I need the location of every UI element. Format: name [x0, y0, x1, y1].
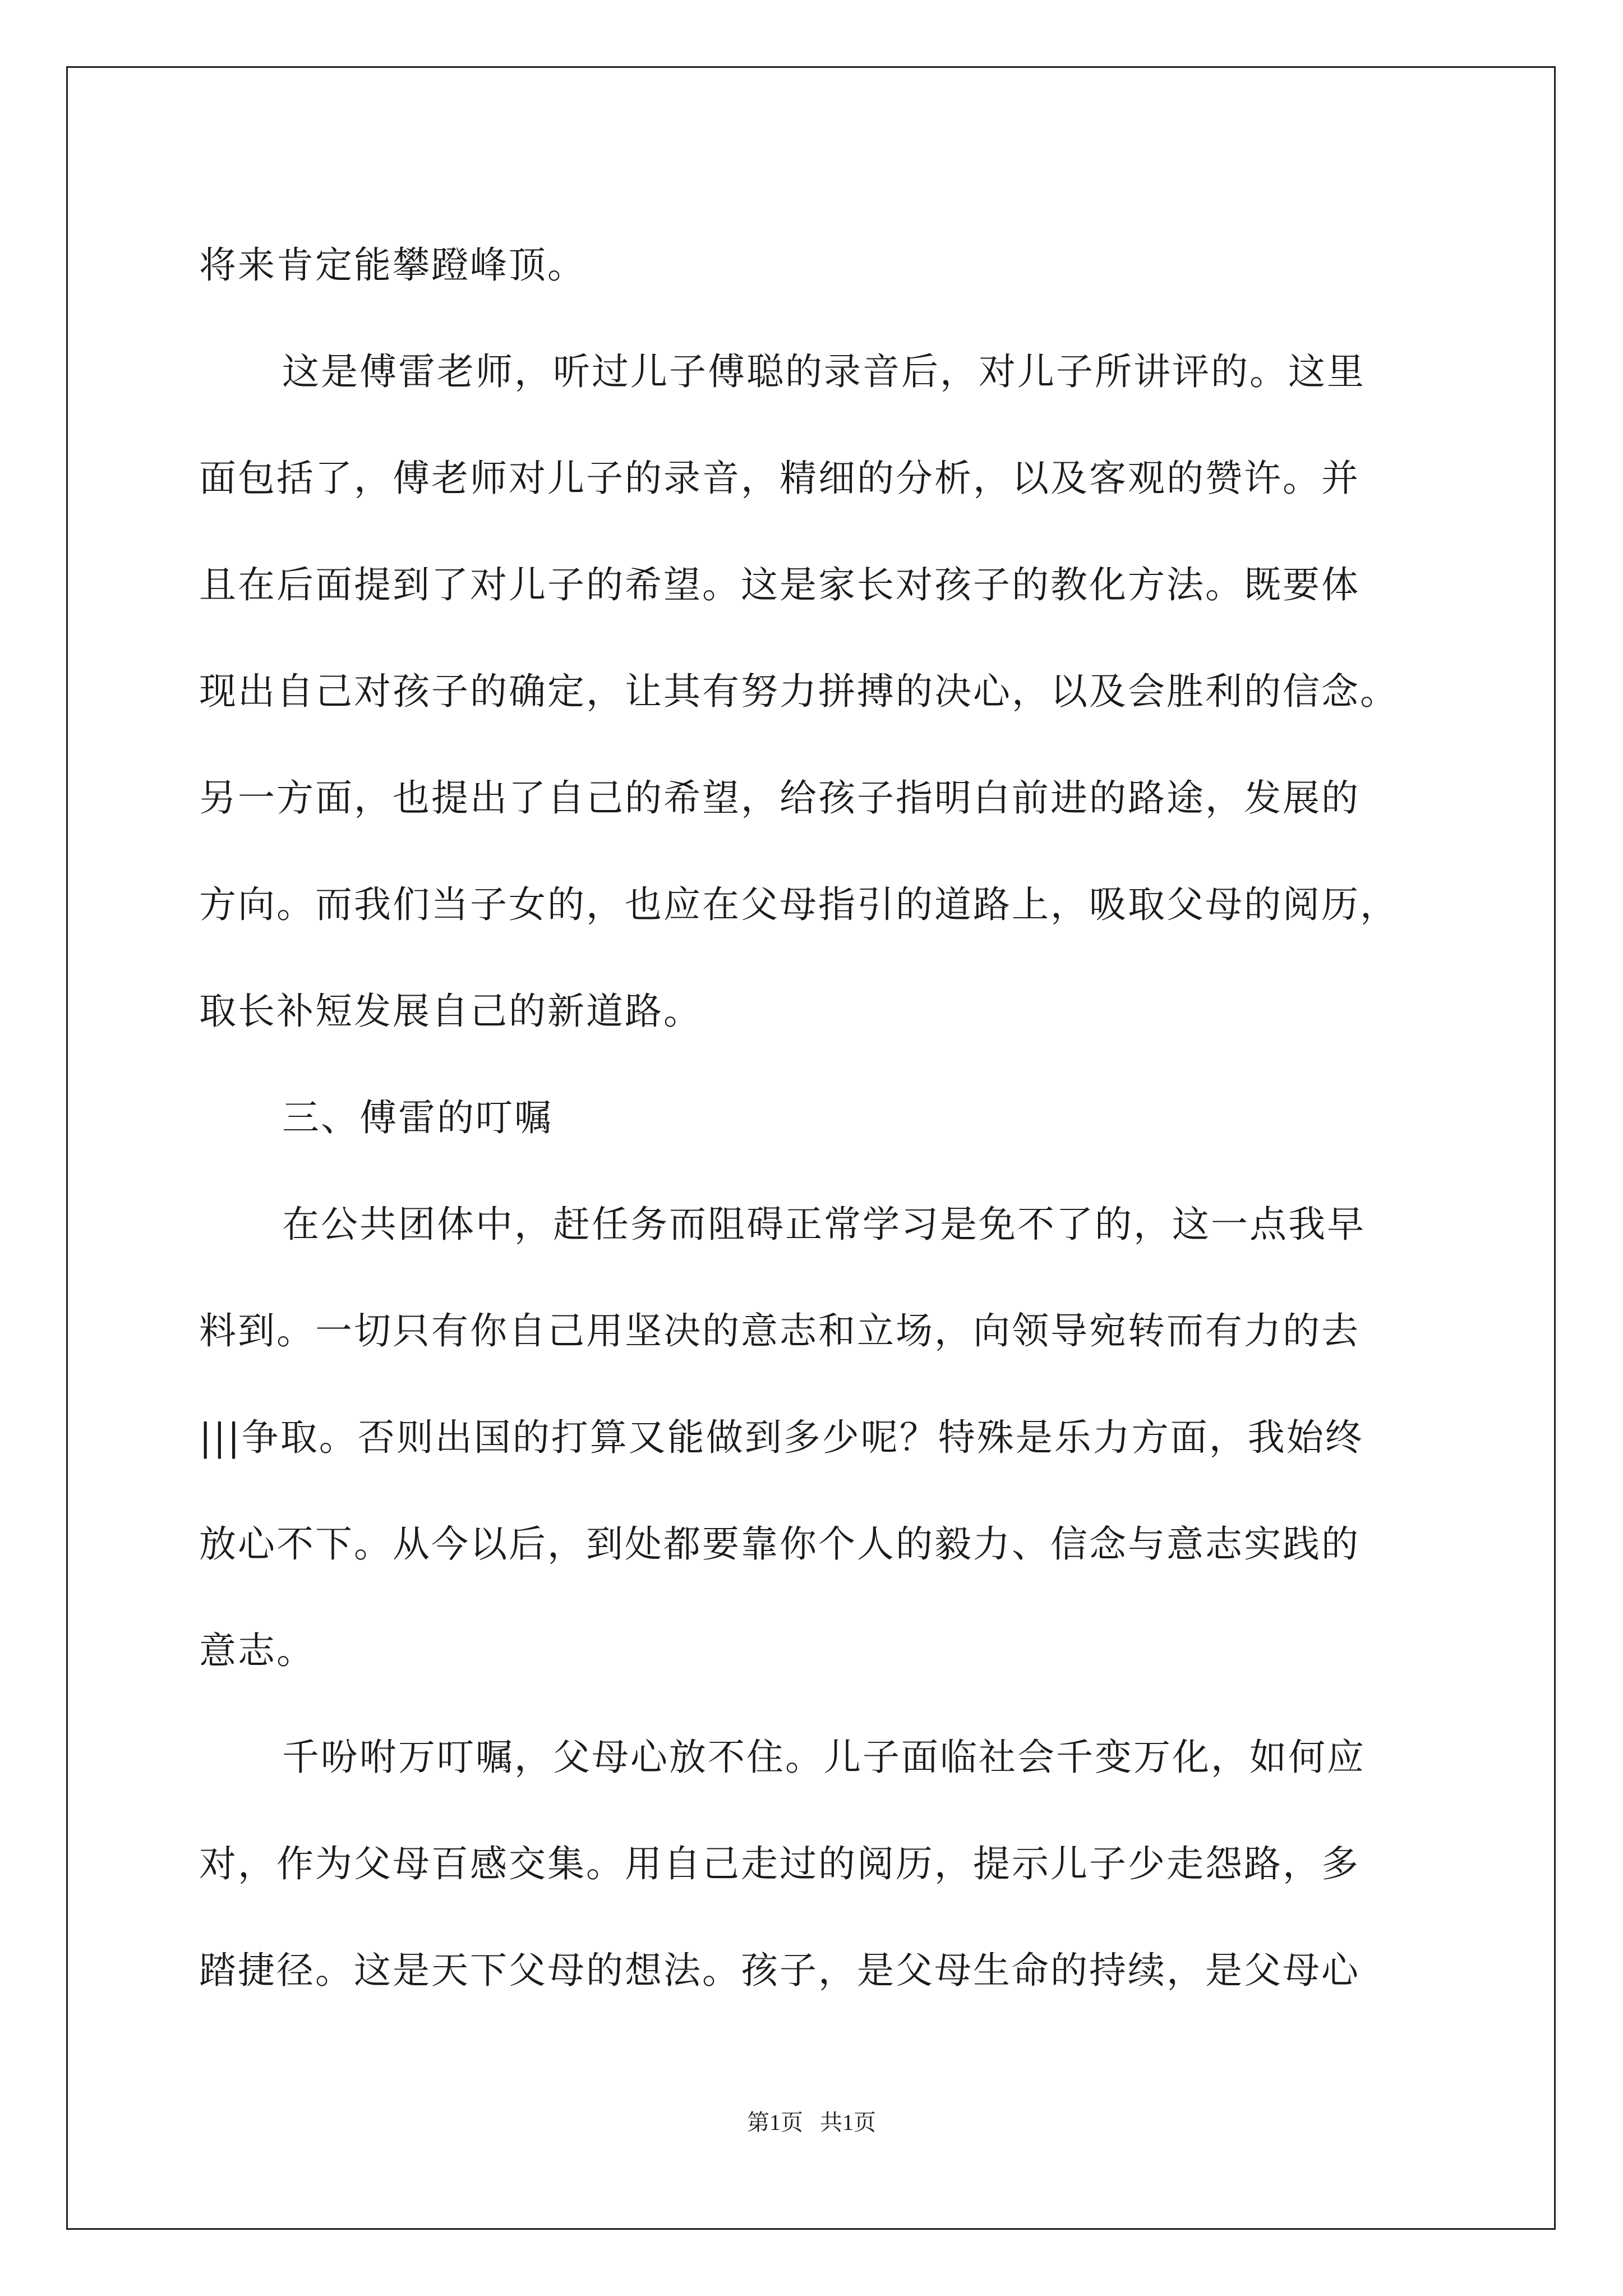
document-body	[199, 212, 1427, 2024]
page-number: 第1页	[747, 2110, 803, 2135]
text-line: 放心不下。从今以后，到处都要靠你个人的毅力、信念与意志实践的	[199, 1522, 1360, 1566]
text-line: 面包括了，傅老师对儿子的录音，精细的分析，以及客观的赞许。并	[199, 457, 1360, 500]
section-heading: 三、傅雷的叮嘱	[282, 1096, 553, 1139]
text-line: 意志。	[199, 1629, 315, 1672]
text-line: 对，作为父母百感交集。用自己走过的阅历，提示儿子少走怨路，多	[199, 1842, 1360, 1885]
text-line: 且在后面提到了对儿子的希望。这是家长对孩子的教化方法。既要体	[199, 563, 1360, 606]
page-footer	[0, 2105, 1623, 2137]
text-line: 取长补短发展自己的新道路。	[199, 990, 702, 1033]
text-line: 这是傅雷老师，听过儿子傅聪的录音后，对儿子所讲评的。这里	[282, 350, 1366, 393]
text-line: 现出自己对孩子的确定，让其有努力拼搏的决心，以及会胜利的信念。	[199, 670, 1399, 713]
text-line: 另一方面，也提出了自己的希望，给孩子指明白前进的路途，发展的	[199, 776, 1360, 820]
text-line: 踏捷径。这是天下父母的想法。孩子，是父母生命的持续，是父母心	[199, 1949, 1360, 1992]
text-line: 千吩咐万叮嘱，父母心放不住。儿子面临社会千变万化，如何应	[282, 1736, 1366, 1779]
text-line: 料到。一切只有你自己用坚决的意志和立场，向领导宛转而有力的去	[199, 1309, 1360, 1352]
text-line: |||争取。否则出国的打算又能做到多少呢？特殊是乐力方面，我始终	[199, 1416, 1364, 1459]
page-total: 共1页	[820, 2110, 876, 2135]
text-line: 将来肯定能攀蹬峰顶。	[199, 243, 586, 287]
text-line: 在公共团体中，赶任务而阻碍正常学习是免不了的，这一点我早	[282, 1203, 1366, 1246]
text-line: 方向。而我们当子女的，也应在父母指引的道路上，吸取父母的阅历，	[199, 883, 1399, 926]
